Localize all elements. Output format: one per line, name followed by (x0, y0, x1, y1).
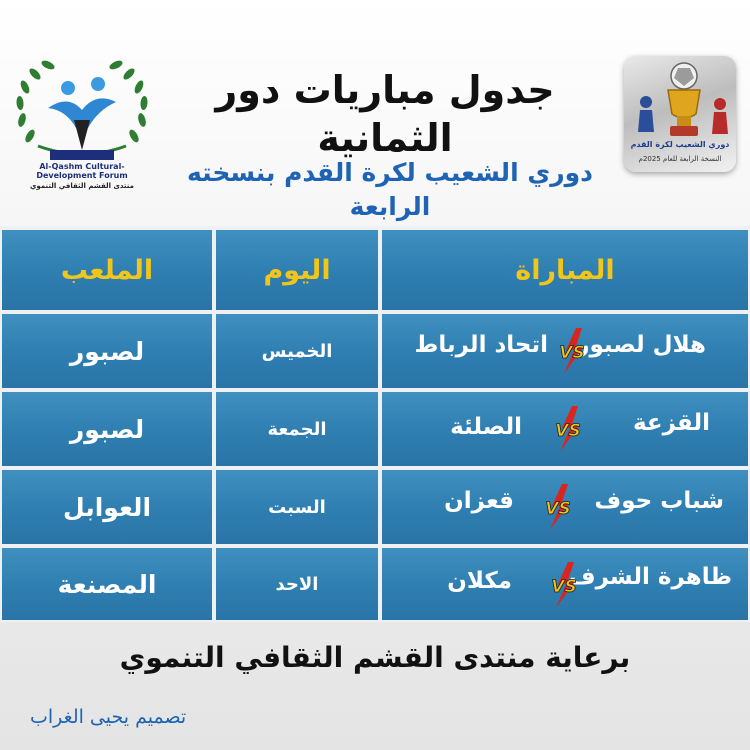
laurel-wreath-icon (8, 58, 156, 168)
vs-label: VS (559, 343, 585, 363)
row-3-venue: العوابل (2, 470, 212, 544)
row-3-day: السبت (216, 470, 378, 544)
row-1-venue: لصبور (2, 314, 212, 388)
forum-name-en: Al-Qashm Cultural-Development Forum (36, 162, 128, 180)
forum-logo (8, 58, 156, 188)
row-1-away-team: اتحاد الرباط (414, 332, 548, 358)
sponsor-text: برعاية منتدى القشم الثقافي التنموي (119, 641, 631, 674)
row-4-venue: المصنعة (2, 548, 212, 620)
trophy-icon (624, 56, 736, 146)
row-3-home-team: شباب حوف (594, 488, 724, 514)
badge-title: دوري الشعيب لكرة القدم (630, 140, 730, 149)
row-4-away-team: مكلان (447, 568, 512, 594)
forum-name-ar: منتدى القشم الثقافي التنموي (30, 182, 134, 190)
header-match: المباراة (382, 230, 748, 310)
row-1-home-team: هلال لصبور (576, 332, 706, 358)
designer-credit: تصميم يحيى الغراب (30, 706, 187, 728)
league-badge (624, 56, 736, 172)
page-subtitle: دوري الشعيب لكرة القدم بنسخته الرابعة (186, 158, 594, 221)
row-1-day: الخميس (216, 314, 378, 388)
vs-icon (538, 484, 578, 530)
row-2-day: الجمعة (216, 392, 378, 466)
row-4-day: الاحد (216, 548, 378, 620)
vs-label: VS (551, 577, 577, 597)
row-4-home-team: ظاهرة الشرف (568, 564, 732, 590)
row-2-home-team: القزعة (632, 410, 710, 436)
header-venue: الملعب (2, 230, 212, 310)
vs-icon (544, 562, 584, 608)
header-day: اليوم (216, 230, 378, 310)
page-title: جدول مباريات دور الثمانية (215, 68, 555, 160)
badge-subtitle: النسخة الرابعة للعام 2025م (638, 155, 722, 163)
row-2-venue: لصبور (2, 392, 212, 466)
matches-table (0, 226, 750, 622)
vs-label: VS (555, 421, 581, 441)
row-2-away-team: الصلئة (450, 414, 522, 440)
row-3-away-team: قعزان (444, 488, 514, 514)
vs-icon (552, 328, 592, 374)
vs-label: VS (545, 499, 571, 519)
vs-icon (548, 406, 588, 452)
